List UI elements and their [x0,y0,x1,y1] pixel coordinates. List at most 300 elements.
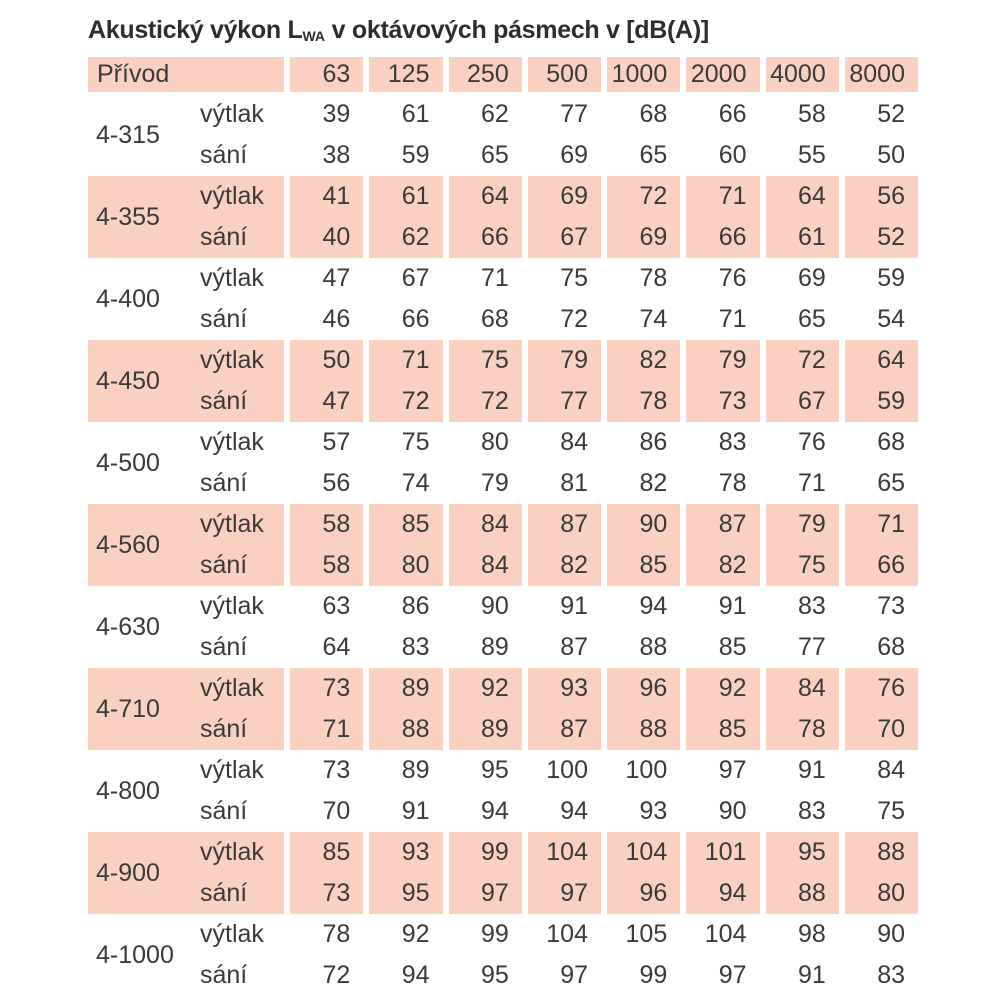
sani-value: 59 [401,141,430,169]
sani-value: 62 [401,223,430,251]
sani-value: 47 [322,387,351,415]
sani-value: 67 [797,387,826,415]
sani-value: 64 [322,633,351,661]
value-cell [369,176,442,258]
value-cell [845,94,918,176]
sani-value: 89 [480,633,509,661]
size-label: 4-355 [96,202,160,231]
vytlak-value: 93 [560,674,588,702]
value-cell [607,668,680,750]
page-title [88,16,918,45]
row-label-cell [88,504,284,586]
sani-value: 97 [560,961,588,989]
vytlak-value: 84 [480,510,509,538]
sani-value: 65 [480,141,509,169]
value-cell [528,422,601,504]
size-label: 4-900 [96,858,160,887]
value-cell [766,586,839,668]
table-row-pair [88,668,918,750]
flow-direction-labels [200,422,264,504]
vytlak-value: 104 [546,920,588,948]
vytlak-value: 86 [401,592,430,620]
value-cell [845,832,918,914]
vytlak-value: 75 [401,428,430,456]
vytlak-value: 56 [877,182,905,210]
sani-value: 82 [639,469,668,497]
sani-value: 40 [322,223,351,251]
value-cell [686,258,759,340]
flow-direction-labels [200,176,264,258]
sani-value: 77 [797,633,826,661]
vytlak-value: 83 [797,592,826,620]
vytlak-value: 61 [401,100,430,128]
size-label: 4-500 [96,448,160,477]
vytlak-value: 75 [560,264,588,292]
sani-value: 73 [322,879,351,907]
table-row-pair [88,504,918,586]
sani-value: 85 [718,715,747,743]
value-cell [607,586,680,668]
title-prefix: Akustický výkon L [88,16,303,44]
vytlak-value: 76 [797,428,826,456]
sani-value: 59 [877,387,905,415]
value-cell [845,586,918,668]
flow-direction-labels [200,750,264,832]
value-cell [449,258,522,340]
sani-value: 88 [639,715,668,743]
sani-value: 95 [401,879,430,907]
vytlak-value: 100 [546,756,588,784]
value-cell [845,422,918,504]
vytlak-value: 67 [401,264,430,292]
sani-value: 71 [797,469,826,497]
title-suffix: v oktávových pásmech v [dB(A)] [325,16,709,44]
value-cell [528,504,601,586]
table-row-pair [88,750,918,832]
sani-value: 82 [560,551,588,579]
sani-value: 91 [401,797,430,825]
value-cell [607,914,680,996]
value-cell [369,422,442,504]
vytlak-value: 86 [639,428,668,456]
vytlak-value: 72 [639,182,668,210]
sani-value: 85 [718,633,747,661]
vytlak-value: 76 [718,264,747,292]
sani-value: 46 [322,305,351,333]
sani-value: 38 [322,141,351,169]
vytlak-value: 87 [718,510,747,538]
flow-direction-labels [200,504,264,586]
vytlak-label: výtlak [200,100,264,128]
vytlak-value: 91 [797,756,826,784]
value-cell [766,750,839,832]
size-label: 4-450 [96,366,160,395]
sani-value: 78 [639,387,668,415]
sani-label: sání [200,715,248,743]
value-cell [290,914,363,996]
sani-value: 83 [401,633,430,661]
sani-label: sání [200,305,248,333]
value-cell [686,422,759,504]
value-cell [528,668,601,750]
sani-value: 87 [560,633,588,661]
value-cell [528,94,601,176]
sani-value: 66 [718,223,747,251]
vytlak-value: 72 [797,346,826,374]
sani-value: 68 [877,633,905,661]
size-label: 4-710 [96,694,160,723]
column-header-privod: Přívod [88,57,284,92]
sani-value: 95 [480,961,509,989]
vytlak-value: 79 [718,346,747,374]
sani-value: 56 [322,469,351,497]
vytlak-value: 71 [480,264,509,292]
vytlak-value: 64 [797,182,826,210]
vytlak-value: 88 [877,838,905,866]
row-label-cell [88,750,284,832]
sani-label: sání [200,141,248,169]
sani-value: 94 [718,879,747,907]
value-cell [607,94,680,176]
value-cell [369,668,442,750]
table-row-pair [88,586,918,668]
vytlak-value: 104 [704,920,747,948]
value-cell [528,750,601,832]
vytlak-value: 99 [480,920,509,948]
value-cell [607,750,680,832]
value-cell [845,668,918,750]
value-cell [766,422,839,504]
value-cell [845,914,918,996]
vytlak-value: 80 [480,428,509,456]
sani-value: 88 [401,715,430,743]
row-label-cell [88,258,284,340]
frequency-column-header: 2000 [686,57,759,92]
vytlak-value: 85 [322,838,351,866]
vytlak-value: 79 [560,346,588,374]
value-cell [686,668,759,750]
value-cell [369,750,442,832]
frequency-column-header: 125 [369,57,442,92]
value-cell [290,258,363,340]
sani-value: 83 [797,797,826,825]
sani-value: 84 [480,551,509,579]
vytlak-value: 97 [718,756,747,784]
value-cell [607,832,680,914]
flow-direction-labels [200,832,264,914]
sani-value: 94 [401,961,430,989]
table-header-row [88,57,918,92]
row-label-cell [88,914,284,996]
sani-value: 65 [877,469,905,497]
vytlak-value: 69 [797,264,826,292]
acoustic-power-table [88,57,918,996]
flow-direction-labels [200,586,264,668]
value-cell [528,176,601,258]
sani-value: 89 [480,715,509,743]
frequency-column-header: 500 [528,57,601,92]
row-label-cell [88,94,284,176]
vytlak-value: 78 [322,920,351,948]
value-cell [290,504,363,586]
size-label: 4-630 [96,612,160,641]
value-cell [449,94,522,176]
vytlak-value: 104 [625,838,668,866]
vytlak-value: 84 [560,428,588,456]
value-cell [528,258,601,340]
sani-value: 65 [639,141,668,169]
sani-value: 55 [797,141,826,169]
sani-label: sání [200,961,248,989]
size-label: 4-560 [96,530,160,559]
value-cell [369,504,442,586]
vytlak-value: 41 [322,182,351,210]
sani-value: 97 [560,879,588,907]
vytlak-value: 90 [639,510,668,538]
vytlak-value: 73 [877,592,905,620]
table-row-pair [88,94,918,176]
vytlak-value: 87 [560,510,588,538]
value-cell [369,832,442,914]
sani-value: 82 [718,551,747,579]
sani-value: 90 [718,797,747,825]
sani-value: 94 [480,797,509,825]
vytlak-value: 78 [639,264,668,292]
value-cell [449,914,522,996]
value-cell [369,340,442,422]
sani-label: sání [200,633,248,661]
sani-value: 80 [401,551,430,579]
value-cell [845,258,918,340]
sani-value: 85 [639,551,668,579]
value-cell [290,176,363,258]
sani-value: 75 [797,551,826,579]
value-cell [607,340,680,422]
vytlak-value: 76 [877,674,905,702]
sani-value: 71 [718,305,747,333]
value-cell [449,586,522,668]
vytlak-value: 92 [480,674,509,702]
value-cell [607,176,680,258]
vytlak-value: 59 [877,264,905,292]
sani-value: 72 [480,387,509,415]
vytlak-value: 57 [322,428,351,456]
vytlak-value: 71 [877,510,905,538]
vytlak-value: 100 [625,756,668,784]
frequency-column-header: 63 [290,57,363,92]
sani-value: 66 [480,223,509,251]
vytlak-value: 64 [480,182,509,210]
value-cell [766,258,839,340]
frequency-column-header: 8000 [845,57,918,92]
value-cell [290,340,363,422]
sani-value: 75 [877,797,905,825]
vytlak-value: 105 [625,920,668,948]
value-cell [845,176,918,258]
value-cell [528,914,601,996]
value-cell [686,586,759,668]
value-cell [766,914,839,996]
flow-direction-labels [200,340,264,422]
sani-value: 58 [322,551,351,579]
vytlak-value: 99 [480,838,509,866]
value-cell [290,668,363,750]
value-cell [686,340,759,422]
value-cell [845,340,918,422]
vytlak-value: 39 [322,100,351,128]
value-cell [766,340,839,422]
value-cell [369,94,442,176]
vytlak-value: 91 [560,592,588,620]
vytlak-value: 89 [401,756,430,784]
sani-value: 52 [877,223,905,251]
sani-value: 72 [401,387,430,415]
sani-value: 94 [560,797,588,825]
table-body [88,94,918,996]
vytlak-value: 90 [480,592,509,620]
sani-value: 72 [560,305,588,333]
sani-value: 68 [480,305,509,333]
sani-value: 97 [718,961,747,989]
sani-value: 61 [797,223,826,251]
value-cell [528,832,601,914]
vytlak-value: 85 [401,510,430,538]
value-cell [369,586,442,668]
flow-direction-labels [200,914,264,996]
row-label-cell [88,422,284,504]
vytlak-value: 95 [480,756,509,784]
vytlak-value: 68 [639,100,668,128]
vytlak-label: výtlak [200,264,264,292]
sani-value: 78 [797,715,826,743]
vytlak-value: 50 [322,346,351,374]
vytlak-label: výtlak [200,510,264,538]
value-cell [290,586,363,668]
sani-value: 70 [877,715,905,743]
sani-value: 93 [639,797,668,825]
sani-value: 69 [639,223,668,251]
value-cell [528,586,601,668]
row-label-cell [88,832,284,914]
value-cell [686,832,759,914]
row-label-cell [88,176,284,258]
sani-value: 66 [877,551,905,579]
value-cell [449,832,522,914]
size-label: 4-800 [96,776,160,805]
vytlak-value: 68 [877,428,905,456]
vytlak-value: 47 [322,264,351,292]
sani-value: 74 [401,469,430,497]
value-cell [607,258,680,340]
sani-value: 87 [560,715,588,743]
sani-value: 69 [560,141,588,169]
table-row-pair [88,258,918,340]
value-cell [766,176,839,258]
vytlak-value: 84 [877,756,905,784]
vytlak-label: výtlak [200,428,264,456]
flow-direction-labels [200,668,264,750]
sani-value: 60 [718,141,747,169]
value-cell [766,94,839,176]
vytlak-value: 75 [480,346,509,374]
sani-value: 79 [480,469,509,497]
sani-value: 77 [560,387,588,415]
vytlak-value: 98 [797,920,826,948]
vytlak-value: 91 [718,592,747,620]
sani-value: 72 [322,961,351,989]
vytlak-label: výtlak [200,592,264,620]
sani-label: sání [200,387,248,415]
vytlak-value: 73 [322,756,351,784]
sani-value: 67 [560,223,588,251]
vytlak-value: 69 [560,182,588,210]
vytlak-value: 96 [639,674,668,702]
size-label: 4-400 [96,284,160,313]
value-cell [766,504,839,586]
sani-value: 80 [877,879,905,907]
value-cell [766,832,839,914]
vytlak-label: výtlak [200,920,264,948]
value-cell [290,94,363,176]
vytlak-value: 63 [322,592,351,620]
table-row-pair [88,340,918,422]
vytlak-value: 73 [322,674,351,702]
sani-value: 66 [401,305,430,333]
sani-value: 71 [322,715,351,743]
vytlak-label: výtlak [200,182,264,210]
table-row-pair [88,176,918,258]
value-cell [686,176,759,258]
value-cell [369,914,442,996]
value-cell [290,832,363,914]
value-cell [449,422,522,504]
vytlak-value: 101 [704,838,747,866]
sani-value: 91 [797,961,826,989]
vytlak-value: 82 [639,346,668,374]
vytlak-value: 61 [401,182,430,210]
sani-value: 83 [877,961,905,989]
vytlak-value: 79 [797,510,826,538]
vytlak-value: 83 [718,428,747,456]
value-cell [686,914,759,996]
flow-direction-labels [200,258,264,340]
value-cell [449,668,522,750]
value-cell [845,750,918,832]
vytlak-value: 66 [718,100,747,128]
vytlak-value: 52 [877,100,905,128]
vytlak-value: 92 [718,674,747,702]
sani-value: 54 [877,305,905,333]
value-cell [290,422,363,504]
sani-value: 97 [480,879,509,907]
value-cell [449,340,522,422]
frequency-column-header: 4000 [766,57,839,92]
vytlak-value: 84 [797,674,826,702]
value-cell [449,504,522,586]
value-cell [845,504,918,586]
value-cell [449,750,522,832]
vytlak-value: 92 [401,920,430,948]
sani-value: 73 [718,387,747,415]
value-cell [449,176,522,258]
vytlak-label: výtlak [200,674,264,702]
frequency-column-header: 1000 [607,57,680,92]
vytlak-value: 95 [797,838,826,866]
vytlak-value: 89 [401,674,430,702]
size-label: 4-315 [96,120,160,149]
vytlak-value: 64 [877,346,905,374]
vytlak-value: 94 [639,592,668,620]
